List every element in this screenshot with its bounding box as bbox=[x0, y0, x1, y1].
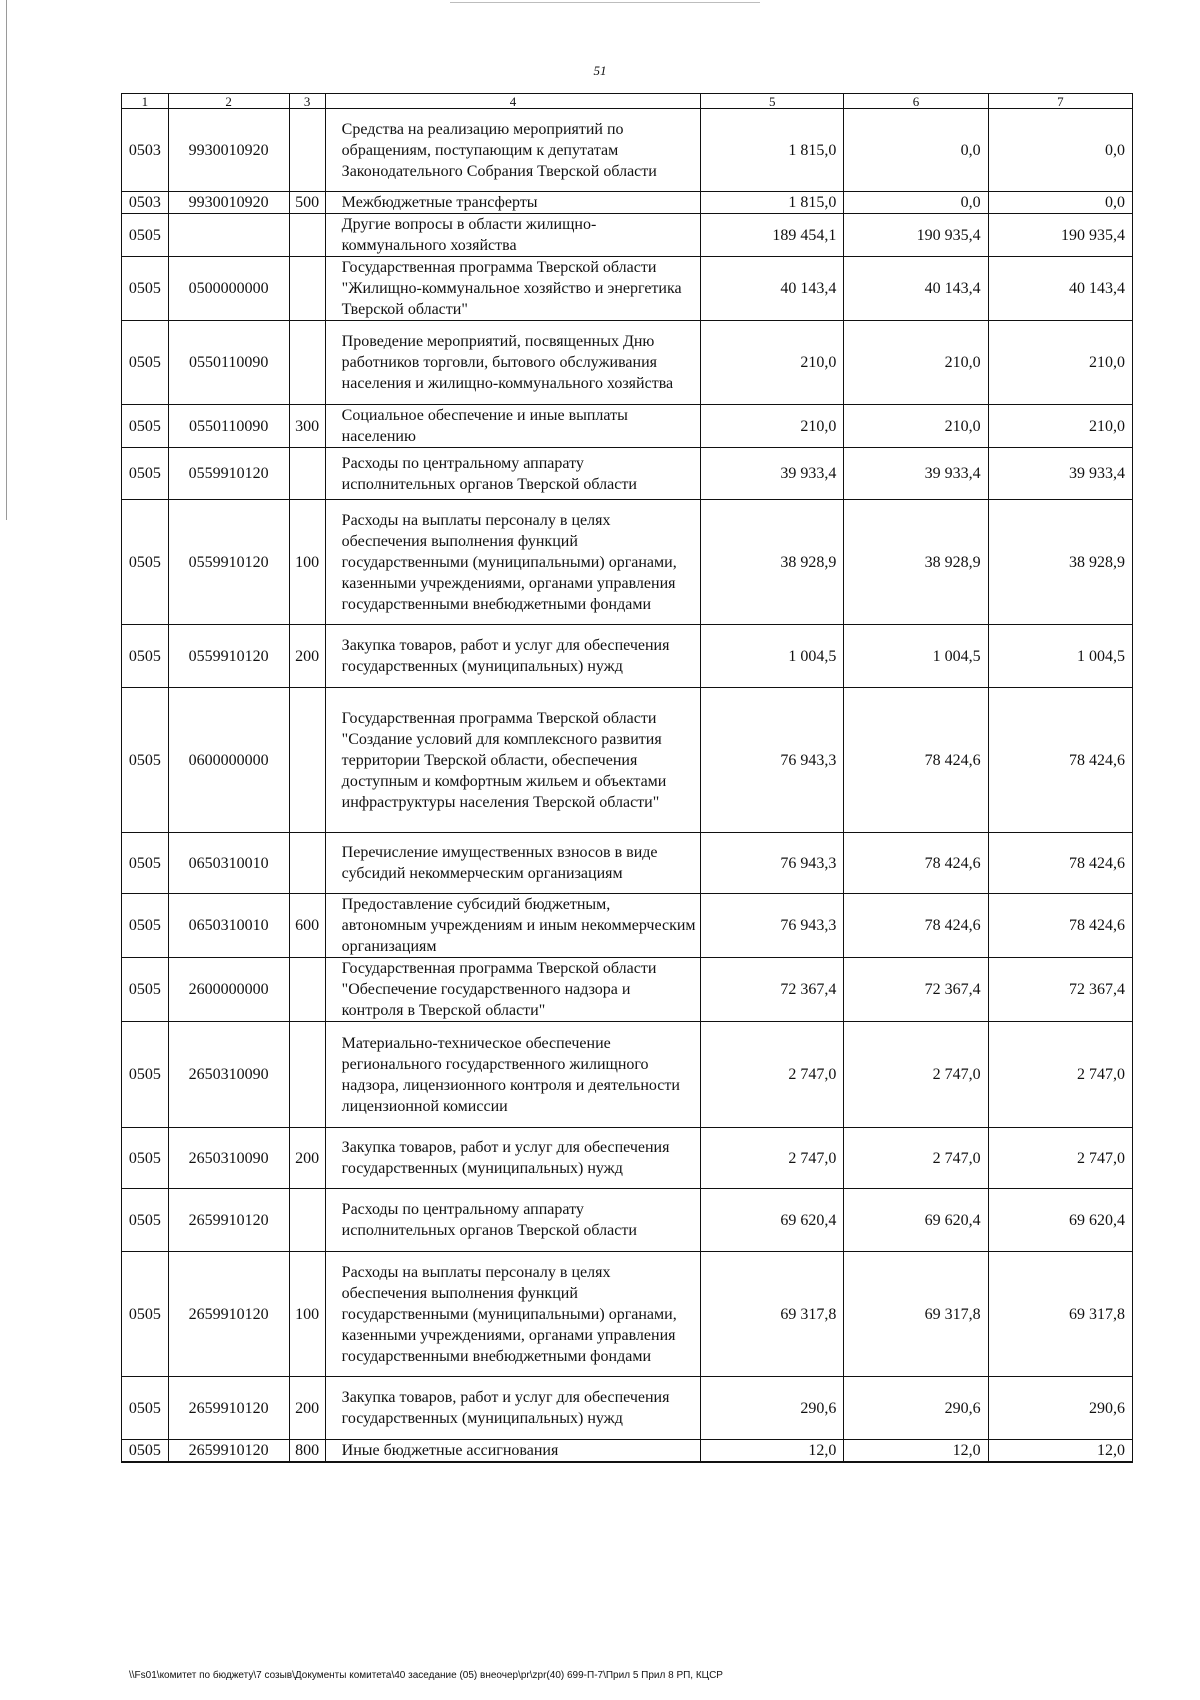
table-row bbox=[122, 448, 1133, 500]
table-row bbox=[122, 1252, 1133, 1377]
table-row bbox=[122, 214, 1133, 257]
target-article-code: 2600000000 bbox=[168, 958, 289, 1022]
scan-edge-line bbox=[450, 2, 760, 3]
budget-section-code: 0505 bbox=[122, 1189, 169, 1252]
budget-section-code: 0505 bbox=[122, 688, 169, 833]
amount-column-7: 39 933,4 bbox=[988, 448, 1132, 500]
target-article-code: 2650310090 bbox=[168, 1022, 289, 1128]
amount-column-6: 2 747,0 bbox=[844, 1022, 988, 1128]
target-article-code: 0559910120 bbox=[168, 448, 289, 500]
amount-column-7: 78 424,6 bbox=[988, 833, 1132, 894]
table-row bbox=[122, 1440, 1133, 1463]
target-article-code: 0600000000 bbox=[168, 688, 289, 833]
expense-type-code bbox=[289, 688, 325, 833]
amount-column-6: 69 317,8 bbox=[844, 1252, 988, 1377]
amount-column-7: 210,0 bbox=[988, 405, 1132, 448]
item-name: Перечисление имущественных взносов в виде субсидий некоммерческим организациям bbox=[325, 833, 701, 894]
expense-type-code: 600 bbox=[289, 894, 325, 958]
column-number: 5 bbox=[701, 94, 844, 109]
amount-column-5: 40 143,4 bbox=[701, 257, 844, 321]
budget-section-code: 0505 bbox=[122, 500, 169, 625]
table-row bbox=[122, 109, 1133, 192]
amount-column-5: 69 317,8 bbox=[701, 1252, 844, 1377]
expense-type-code bbox=[289, 833, 325, 894]
expense-type-code bbox=[289, 257, 325, 321]
item-name: Расходы на выплаты персоналу в целях обеспечения выполнения функций государственными (муниципальными) органами, казенными учреждениями, органами управления государственными внебюджетными фондами bbox=[325, 1252, 701, 1377]
budget-section-code: 0505 bbox=[122, 257, 169, 321]
expense-type-code: 100 bbox=[289, 1252, 325, 1377]
amount-column-6: 78 424,6 bbox=[844, 833, 988, 894]
table-row bbox=[122, 500, 1133, 625]
budget-section-code: 0505 bbox=[122, 1440, 169, 1463]
target-article-code bbox=[168, 214, 289, 257]
amount-column-5: 210,0 bbox=[701, 321, 844, 405]
amount-column-5: 39 933,4 bbox=[701, 448, 844, 500]
table-row bbox=[122, 1022, 1133, 1128]
amount-column-6: 72 367,4 bbox=[844, 958, 988, 1022]
amount-column-5: 12,0 bbox=[701, 1440, 844, 1463]
budget-section-code: 0505 bbox=[122, 1128, 169, 1189]
table-row bbox=[122, 192, 1133, 214]
budget-section-code: 0505 bbox=[122, 1022, 169, 1128]
amount-column-7: 190 935,4 bbox=[988, 214, 1132, 257]
item-name: Закупка товаров, работ и услуг для обеспечения государственных (муниципальных) нужд bbox=[325, 1128, 701, 1189]
budget-section-code: 0505 bbox=[122, 833, 169, 894]
amount-column-7: 72 367,4 bbox=[988, 958, 1132, 1022]
item-name: Предоставление субсидий бюджетным, автономным учреждениям и иным некоммерческим организациям bbox=[325, 894, 701, 958]
item-name: Социальное обеспечение и иные выплаты населению bbox=[325, 405, 701, 448]
table-row bbox=[122, 321, 1133, 405]
amount-column-6: 1 004,5 bbox=[844, 625, 988, 688]
target-article-code: 2650310090 bbox=[168, 1128, 289, 1189]
target-article-code: 9930010920 bbox=[168, 109, 289, 192]
expense-type-code bbox=[289, 109, 325, 192]
target-article-code: 2659910120 bbox=[168, 1377, 289, 1440]
item-name: Закупка товаров, работ и услуг для обеспечения государственных (муниципальных) нужд bbox=[325, 1377, 701, 1440]
target-article-code: 0650310010 bbox=[168, 833, 289, 894]
expense-type-code: 200 bbox=[289, 625, 325, 688]
amount-column-7: 40 143,4 bbox=[988, 257, 1132, 321]
target-article-code: 2659910120 bbox=[168, 1189, 289, 1252]
amount-column-6: 190 935,4 bbox=[844, 214, 988, 257]
item-name: Средства на реализацию мероприятий по обращениям, поступающим к депутатам Законодательного Собрания Тверской области bbox=[325, 109, 701, 192]
amount-column-7: 2 747,0 bbox=[988, 1022, 1132, 1128]
item-name: Межбюджетные трансферты bbox=[325, 192, 701, 214]
expense-type-code bbox=[289, 321, 325, 405]
amount-column-6: 12,0 bbox=[844, 1440, 988, 1463]
budget-table-body bbox=[122, 109, 1133, 1463]
column-number-row bbox=[122, 94, 1133, 109]
expense-type-code: 200 bbox=[289, 1377, 325, 1440]
item-name: Расходы на выплаты персоналу в целях обеспечения выполнения функций государственными (муниципальными) органами, казенными учреждениями, органами управления государственными внебюджетными фондами bbox=[325, 500, 701, 625]
expense-type-code: 100 bbox=[289, 500, 325, 625]
table-row bbox=[122, 958, 1133, 1022]
item-name: Государственная программа Тверской области "Обеспечение государственного надзора и контроля в Тверской области" bbox=[325, 958, 701, 1022]
target-article-code: 0559910120 bbox=[168, 625, 289, 688]
amount-column-7: 69 317,8 bbox=[988, 1252, 1132, 1377]
expense-type-code bbox=[289, 958, 325, 1022]
table-row bbox=[122, 833, 1133, 894]
item-name: Иные бюджетные ассигнования bbox=[325, 1440, 701, 1463]
item-name: Расходы по центральному аппарату исполнительных органов Тверской области bbox=[325, 1189, 701, 1252]
budget-section-code: 0505 bbox=[122, 214, 169, 257]
expense-type-code bbox=[289, 1022, 325, 1128]
budget-section-code: 0505 bbox=[122, 1252, 169, 1377]
expense-type-code bbox=[289, 448, 325, 500]
table-row bbox=[122, 257, 1133, 321]
target-article-code: 2659910120 bbox=[168, 1440, 289, 1463]
amount-column-6: 210,0 bbox=[844, 321, 988, 405]
target-article-code: 9930010920 bbox=[168, 192, 289, 214]
amount-column-6: 0,0 bbox=[844, 109, 988, 192]
amount-column-6: 0,0 bbox=[844, 192, 988, 214]
budget-section-code: 0505 bbox=[122, 1377, 169, 1440]
item-name: Государственная программа Тверской области "Создание условий для комплексного развития территории Тверской области, обеспечения доступным и комфортным жильем и объектами инфраструктуры населения Тверской области" bbox=[325, 688, 701, 833]
expense-type-code: 800 bbox=[289, 1440, 325, 1463]
page-number: 51 bbox=[593, 63, 607, 78]
item-name: Государственная программа Тверской области "Жилищно-коммунальное хозяйство и энергетика Тверской области" bbox=[325, 257, 701, 321]
budget-section-code: 0505 bbox=[122, 405, 169, 448]
budget-section-code: 0503 bbox=[122, 109, 169, 192]
column-number: 4 bbox=[325, 94, 701, 109]
table-row bbox=[122, 894, 1133, 958]
item-name: Проведение мероприятий, посвященных Дню работников торговли, бытового обслуживания населения и жилищно-коммунального хозяйства bbox=[325, 321, 701, 405]
table-row bbox=[122, 1128, 1133, 1189]
amount-column-6: 2 747,0 bbox=[844, 1128, 988, 1189]
target-article-code: 0550110090 bbox=[168, 321, 289, 405]
amount-column-6: 290,6 bbox=[844, 1377, 988, 1440]
amount-column-7: 0,0 bbox=[988, 192, 1132, 214]
budget-section-code: 0505 bbox=[122, 958, 169, 1022]
table-row bbox=[122, 688, 1133, 833]
amount-column-7: 69 620,4 bbox=[988, 1189, 1132, 1252]
column-number: 1 bbox=[122, 94, 169, 109]
amount-column-6: 78 424,6 bbox=[844, 894, 988, 958]
expense-type-code: 200 bbox=[289, 1128, 325, 1189]
expense-type-code: 300 bbox=[289, 405, 325, 448]
budget-section-code: 0503 bbox=[122, 192, 169, 214]
footer-file-path: \\Fs01\комитет по бюджету\7 созыв\Документы комитета\40 заседание (05) внеочер\pr\zpr(40) 699-П-7\Прил 5 Прил 8 РП, КЦСР bbox=[129, 1670, 723, 1681]
amount-column-5: 290,6 bbox=[701, 1377, 844, 1440]
amount-column-7: 12,0 bbox=[988, 1440, 1132, 1463]
amount-column-7: 78 424,6 bbox=[988, 894, 1132, 958]
amount-column-5: 76 943,3 bbox=[701, 894, 844, 958]
budget-section-code: 0505 bbox=[122, 625, 169, 688]
amount-column-6: 38 928,9 bbox=[844, 500, 988, 625]
amount-column-5: 72 367,4 bbox=[701, 958, 844, 1022]
target-article-code: 0650310010 bbox=[168, 894, 289, 958]
budget-section-code: 0505 bbox=[122, 894, 169, 958]
amount-column-5: 1 815,0 bbox=[701, 192, 844, 214]
amount-column-5: 1 004,5 bbox=[701, 625, 844, 688]
amount-column-5: 69 620,4 bbox=[701, 1189, 844, 1252]
column-number: 6 bbox=[844, 94, 988, 109]
amount-column-5: 210,0 bbox=[701, 405, 844, 448]
amount-column-5: 76 943,3 bbox=[701, 833, 844, 894]
amount-column-5: 38 928,9 bbox=[701, 500, 844, 625]
expense-type-code: 500 bbox=[289, 192, 325, 214]
amount-column-5: 76 943,3 bbox=[701, 688, 844, 833]
item-name: Другие вопросы в области жилищно-коммунального хозяйства bbox=[325, 214, 701, 257]
target-article-code: 0550110090 bbox=[168, 405, 289, 448]
amount-column-5: 1 815,0 bbox=[701, 109, 844, 192]
amount-column-7: 78 424,6 bbox=[988, 688, 1132, 833]
amount-column-7: 290,6 bbox=[988, 1377, 1132, 1440]
item-name: Материально-техническое обеспечение регионального государственного жилищного надзора, лицензионного контроля и деятельности лицензионной комиссии bbox=[325, 1022, 701, 1128]
amount-column-7: 2 747,0 bbox=[988, 1128, 1132, 1189]
budget-table bbox=[121, 93, 1133, 1463]
table-row bbox=[122, 1189, 1133, 1252]
amount-column-7: 1 004,5 bbox=[988, 625, 1132, 688]
amount-column-6: 39 933,4 bbox=[844, 448, 988, 500]
amount-column-7: 38 928,9 bbox=[988, 500, 1132, 625]
amount-column-7: 0,0 bbox=[988, 109, 1132, 192]
amount-column-6: 78 424,6 bbox=[844, 688, 988, 833]
amount-column-5: 2 747,0 bbox=[701, 1128, 844, 1189]
amount-column-6: 69 620,4 bbox=[844, 1189, 988, 1252]
item-name: Расходы по центральному аппарату исполнительных органов Тверской области bbox=[325, 448, 701, 500]
target-article-code: 0559910120 bbox=[168, 500, 289, 625]
target-article-code: 0500000000 bbox=[168, 257, 289, 321]
target-article-code: 2659910120 bbox=[168, 1252, 289, 1377]
expense-type-code bbox=[289, 214, 325, 257]
column-number: 7 bbox=[988, 94, 1132, 109]
table-row bbox=[122, 1377, 1133, 1440]
amount-column-6: 210,0 bbox=[844, 405, 988, 448]
amount-column-6: 40 143,4 bbox=[844, 257, 988, 321]
budget-section-code: 0505 bbox=[122, 321, 169, 405]
budget-section-code: 0505 bbox=[122, 448, 169, 500]
column-number: 2 bbox=[168, 94, 289, 109]
table-row bbox=[122, 625, 1133, 688]
expense-type-code bbox=[289, 1189, 325, 1252]
amount-column-5: 2 747,0 bbox=[701, 1022, 844, 1128]
amount-column-7: 210,0 bbox=[988, 321, 1132, 405]
table-row bbox=[122, 405, 1133, 448]
amount-column-5: 189 454,1 bbox=[701, 214, 844, 257]
item-name: Закупка товаров, работ и услуг для обеспечения государственных (муниципальных) нужд bbox=[325, 625, 701, 688]
column-number: 3 bbox=[289, 94, 325, 109]
